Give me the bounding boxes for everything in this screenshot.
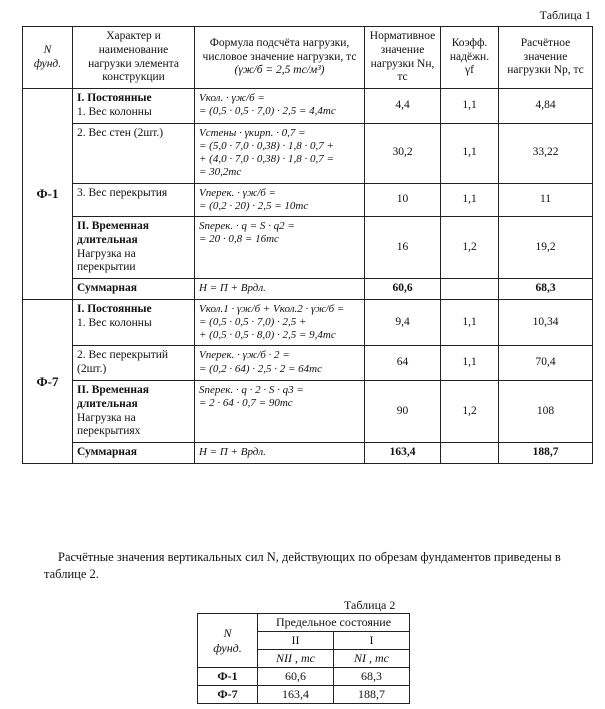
row-formula: Sперек. · q · 2 · S · q3 = = 2 · 64 · 0,7 = 90тс [195,381,365,443]
table2-caption: Таблица 2 [344,598,396,612]
row-normative: 10 [365,183,441,216]
table-row [23,123,593,183]
row-calc: 10,34 [499,299,593,346]
t2-foundation: Ф-7 [198,686,258,704]
row-desc-text: 1. Вес колонны [77,105,152,118]
row-normative: 4,4 [365,89,441,124]
sum-normative: 60,6 [365,279,441,300]
row-desc-text: 1. Вес колонны [77,316,152,329]
sum-row [23,279,593,300]
row-coef: 1,2 [441,216,499,278]
row-heading: II. Временная длительная [77,384,150,410]
sum-label: Суммарная [73,443,195,464]
row-desc [73,381,195,443]
table2-header-row [198,614,410,632]
row-calc: 108 [499,381,593,443]
sum-coef [441,279,499,300]
row-desc [73,89,195,124]
t2-col-II: II [258,632,334,650]
table-row [23,216,593,278]
t2-unit-I: NI , тс [334,650,410,668]
row-calc: 19,2 [499,216,593,278]
t2-value-I: 188,7 [334,686,410,704]
row-desc: 2. Вес стен (2шт.) [73,123,195,183]
row-coef: 1,2 [441,381,499,443]
header-formula [195,27,365,89]
table-row [198,686,410,704]
foundation-label: Ф-1 [23,89,73,300]
table-row [23,89,593,124]
t2-value-I: 68,3 [334,668,410,686]
row-normative: 64 [365,346,441,381]
table-row [23,299,593,346]
sum-formula: H = П + Врдл. [195,443,365,464]
header-calc: Расчётное значение нагрузки Nр, тс [499,27,593,89]
body-paragraph: Расчётные значения вертикальных сил N, действующих по обрезам фундаментов приведены в таблице 2. [44,550,561,581]
t2-value-II: 60,6 [258,668,334,686]
row-normative: 90 [365,381,441,443]
loads-table [22,26,593,464]
row-heading: II. Временная длительная [77,219,150,246]
row-calc: 33,22 [499,123,593,183]
foundation-label: Ф-7 [23,299,73,463]
sum-row [23,443,593,464]
row-formula: Vкол.1 · γж/б + Vкол.2 · γж/б = = (0,5 · 0,5 · 7,0) · 2,5 + + (0,5 · 0,5 · 8,0) · 2,5 = 9,4тс [195,299,365,346]
table-row [23,346,593,381]
sum-normative: 163,4 [365,443,441,464]
row-formula: Vперек. · γж/б · 2 = = (0,2 · 64) · 2,5 · 2 = 64тс [195,346,365,381]
row-normative: 30,2 [365,123,441,183]
row-coef: 1,1 [441,89,499,124]
sum-coef [441,443,499,464]
sum-calc: 188,7 [499,443,593,464]
row-desc: 2. Вес перекрытий (2шт.) [73,346,195,381]
table-row [23,381,593,443]
table1-header-row [23,27,593,89]
row-formula: Sперек. · q = S · q2 = = 20 · 0,8 = 16тс [195,216,365,278]
row-formula: Vкол. · γж/б = = (0,5 · 0,5 · 7,0) · 2,5 = 4,4тс [195,89,365,124]
row-calc: 70,4 [499,346,593,381]
row-heading: I. Постоянные [77,92,152,105]
t2-header-state: Предельное состояние [258,614,410,632]
header-formula-text: Формула подсчёта нагрузки, числовое значение нагрузки, тс [202,36,357,63]
row-coef: 1,1 [441,346,499,381]
header-foundation: N фунд. [23,27,73,89]
row-calc: 11 [499,183,593,216]
header-coef: Коэфф. надёжн. γf [441,27,499,89]
header-character: Характер и наименование нагрузки элемента конструкции [73,27,195,89]
header-normative: Нормативное значение нагрузки Nн, тс [365,27,441,89]
row-heading: I. Постоянные [77,302,152,315]
row-coef: 1,1 [441,299,499,346]
row-formula: Vстены · γкирп. · 0,7 = = (5,0 · 7,0 · 0,38) · 1,8 · 0,7 + + (4,0 · 7,0 · 0,38) · 1,8 · 0,7 = = 30,2тс [195,123,365,183]
row-desc: 3. Вес перекрытия [73,183,195,216]
row-desc [73,216,195,278]
row-normative: 9,4 [365,299,441,346]
sum-calc: 68,3 [499,279,593,300]
table-row [198,668,410,686]
forces-table [197,613,410,704]
t2-foundation: Ф-1 [198,668,258,686]
table-row [23,183,593,216]
row-desc-text: Нагрузка на перекрытии [77,247,136,274]
t2-value-II: 163,4 [258,686,334,704]
t2-col-I: I [334,632,410,650]
t2-header-foundation: N фунд. [198,614,258,668]
t2-unit-II: NII , тс [258,650,334,668]
sum-label: Суммарная [73,279,195,300]
row-desc-text: Нагрузка на перекрытиях [77,411,141,438]
row-calc: 4,84 [499,89,593,124]
row-coef: 1,1 [441,183,499,216]
row-desc [73,299,195,346]
header-formula-note: (γж/б = 2,5 тс/м³) [234,64,325,77]
row-normative: 16 [365,216,441,278]
row-formula: Vперек. · γж/б = = (0,2 · 20) · 2,5 = 10тс [195,183,365,216]
row-coef: 1,1 [441,123,499,183]
table1-caption: Таблица 1 [539,8,591,22]
sum-formula: H = П + Врдл. [195,279,365,300]
